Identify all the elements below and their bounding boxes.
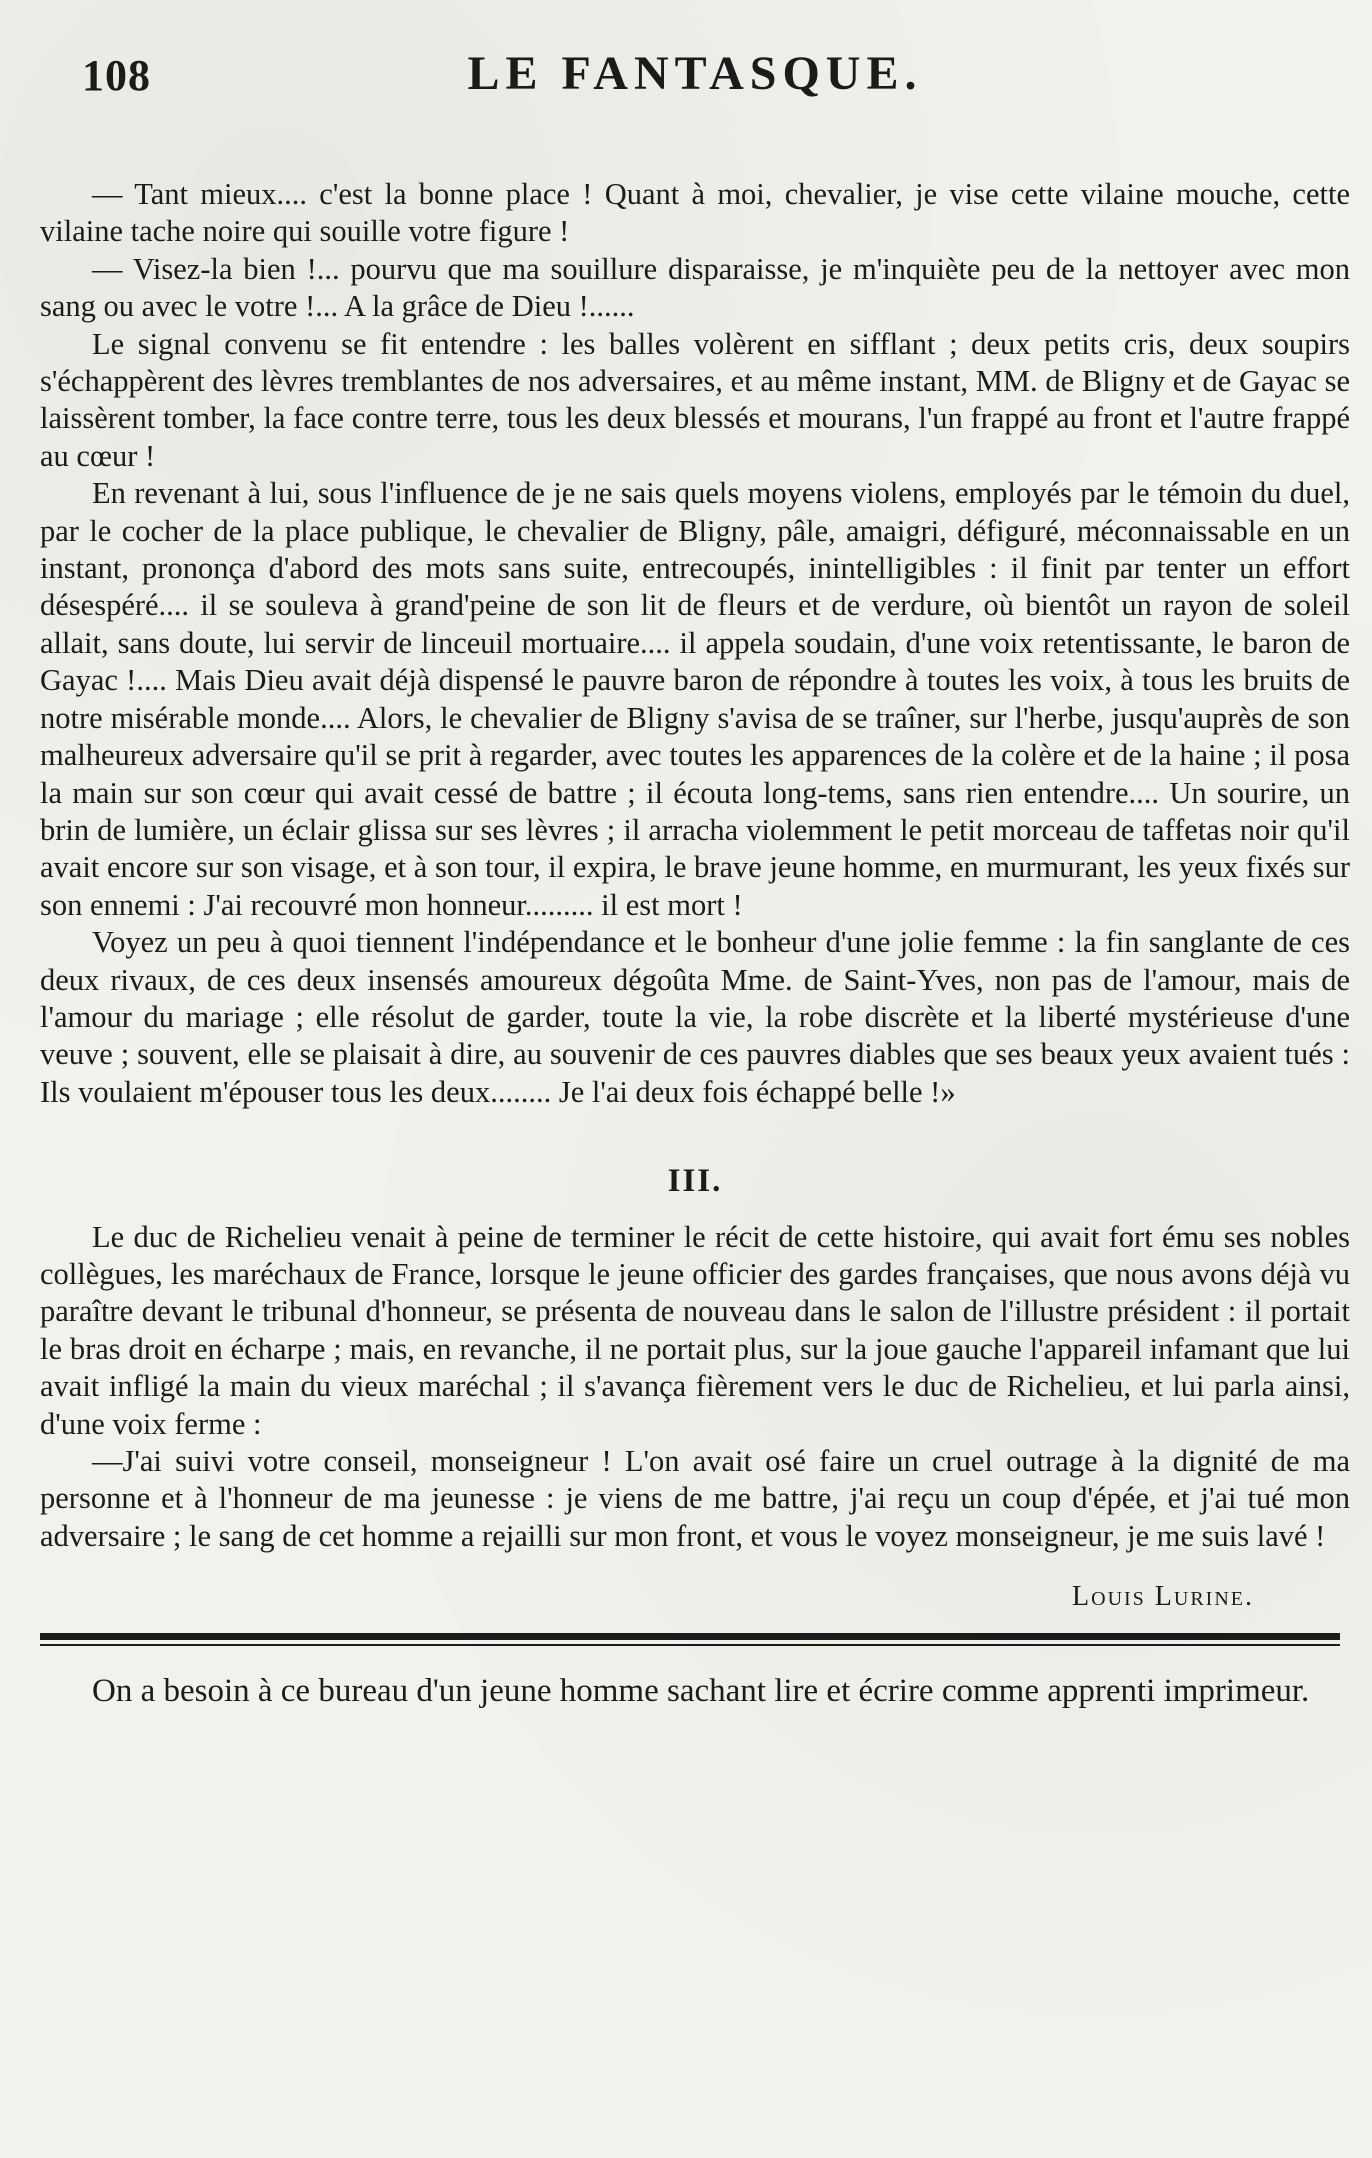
paragraph-dialogue-2: — Visez-la bien !... pourvu que ma souillure disparaisse, je m'inquiète peu de la nettoyer avec mon sang ou avec le votre !... A la grâce de Dieu !...... xyxy=(40,251,1350,324)
author-signature: Louis Lurine. xyxy=(1072,1581,1254,1613)
page-header xyxy=(40,28,1350,106)
paragraph-dialogue-1: — Tant mieux.... c'est la bonne place ! Quant à moi, chevalier, je vise cette vilaine mouche, cette vilaine tache noire qui souille votre figure ! xyxy=(40,177,1350,249)
paragraph-richelieu: Le duc de Richelieu venait à peine de terminer le récit de cette histoire, qui avait fort ému ses nobles collègues, les maréchaux de France, lorsque le jeune officier des gardes françaises, que nous avons déjà vu paraître devant le tribunal d'honneur, se présenta de nouveau dans le salon de l'illustre président : il portait le bras droit en écharpe ; mais, en revanche, il ne portait plus, sur la joue gauche l'appareil infamant que lui avait infligé la main du vieux maréchal ; il s'avança fièrement vers le duc de Richelieu, et lui parla ainsi, d'une voix ferme : xyxy=(40,1219,1350,1441)
paragraph-officer-reply: —J'ai suivi votre conseil, monseigneur ! L'on avait osé faire un cruel outrage à la dignité de ma personne et à l'honneur de ma jeunesse : je viens de me battre, j'ai reçu un coup d'épée, et j'ai tué mon adversaire ; le sang de cet homme a rejailli sur mon front, et vous le voyez monseigneur, je me suis lavé ! xyxy=(40,1444,1350,1553)
article-body xyxy=(40,176,1350,1555)
paragraph-duel-signal: Le signal convenu se fit entendre : les balles volèrent en sifflant ; deux petits cris, deux soupirs s'échappèrent des lèvres tremblantes de nos adversaires, et au même instant, MM. de Bligny et de Gayac se laissèrent tomber, la face contre terre, tous les deux blessés et mourans, l'un frappé au front et l'autre frappé au cœur ! xyxy=(40,326,1350,473)
paragraph-chevalier-death: En revenant à lui, sous l'influence de je ne sais quels moyens violens, employés par le témoin du duel, par le cocher de la place publique, le chevalier de Bligny, pâle, amaigri, défiguré, méconnaissable en un instant, prononça d'abord des mots sans suite, entrecoupés, inintelligibles : il finit par tenter un effort désespéré.... il se souleva à grand'peine de son lit de fleurs et de verdure, où bientôt un rayon de soleil allait, sans doute, lui servir de linceuil mortuaire.... il appela soudain, d'une voix retentissante, le baron de Gayac !.... Mais Dieu avait déjà dispensé le pauvre baron de répondre à toutes les voix, à tous les bruits de notre misérable monde.... Alors, le chevalier de Bligny s'avisa de se traîner, sur l'herbe, jusqu'auprès de son malheureux adversaire qu'il se prit à regarder, avec toutes les apparences de la colère et de la haine ; il posa la main sur son cœur qui avait cessé de battre ; il écouta long-tems, sans rien entendre.... Un sourire, un brin de lumière, un éclair glissa sur ses lèvres ; il arracha violemment le petit morceau de taffetas noir qu'il avait encore sur son visage, et à son tour, il expira, le brave jeune homme, en murmurant, les yeux fixés sur son ennemi : J'ai recouvré mon honneur......... il est mort ! xyxy=(40,476,1350,922)
section-divider xyxy=(40,1633,1340,1646)
divider-thin-rule xyxy=(40,1644,1340,1646)
page-number: 108 xyxy=(82,51,151,100)
paragraph-saint-yves: Voyez un peu à quoi tiennent l'indépendance et le bonheur d'une jolie femme : la fin sanglante de ces deux rivaux, de ces deux insensés amoureux dégoûta Mme. de Saint-Yves, non pas de l'amour, mais de l'amour du mariage ; elle résolut de garder, toute la vie, la robe discrète et la liberté mystérieuse d'une veuve ; souvent, elle se plaisait à dire, au souvenir de ces pauvres diables que ses beaux yeux avaient tués : Ils voulaient m'épouser tous les deux........ Je l'ai deux fois échappé belle !» xyxy=(40,925,1350,1109)
section-heading: III. xyxy=(667,1163,723,1200)
journal-title: LE FANTASQUE. xyxy=(467,47,923,100)
classified-notice: On a besoin à ce bureau d'un jeune homme sachant lire et écrire comme apprenti imprimeur. xyxy=(92,1673,1310,1710)
divider-thick-rule xyxy=(40,1633,1340,1640)
